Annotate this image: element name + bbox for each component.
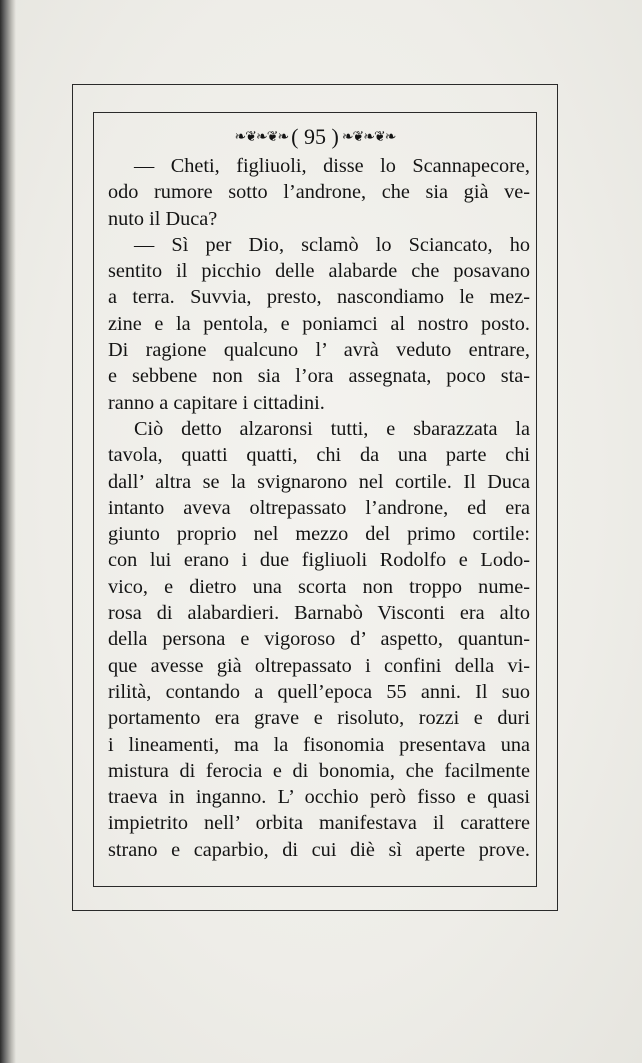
text-line: rilità, contando a quell’epoca 55 anni. Il suo xyxy=(108,680,530,703)
text-line: vico, e dietro una scorta non troppo nume- xyxy=(108,575,530,598)
text-line: odo rumore sotto l’androne, che sia già ve- xyxy=(108,181,530,204)
text-line: impietrito nell’ orbita manifestava il carattere xyxy=(108,812,530,835)
text-line: i lineamenti, ma la fisonomia presentava una xyxy=(108,733,530,756)
text-line: intanto aveva oltrepassato l’androne, ed era xyxy=(108,496,530,519)
text-line: — Sì per Dio, sclamò lo Sciancato, ho xyxy=(134,233,530,256)
ornament-left-icon: ❧❦❧❦❧ xyxy=(234,130,289,145)
text-line: zine e la pentola, e poniamci al nostro posto. xyxy=(108,312,530,335)
text-line: mistura di ferocia e di bonomia, che facilmente xyxy=(108,759,530,782)
text-line: tavola, quatti quatti, chi da una parte chi xyxy=(108,444,530,467)
text-line: nuto il Duca? xyxy=(108,207,218,230)
text-line: Ciò detto alzaronsi tutti, e sbarazzata la xyxy=(134,417,530,440)
text-line: e sebbene non sia l’ora assegnata, poco sta- xyxy=(108,365,530,388)
text-line: portamento era grave e risoluto, rozzi e duri xyxy=(108,707,530,730)
binding-edge xyxy=(0,0,16,1063)
text-line: della persona e vigoroso d’ aspetto, quantun- xyxy=(108,628,530,651)
text-line: dall’ altra se la svignarono nel cortile. Il Duca xyxy=(108,470,530,493)
text-line: a terra. Suvvia, presto, nascondiamo le mez- xyxy=(108,286,530,309)
text-line: rosa di alabardieri. Barnabò Visconti era alto xyxy=(108,602,530,625)
text-line: — Cheti, figliuoli, disse lo Scannapecore, xyxy=(134,155,530,177)
text-line: traeva in inganno. L’ occhio però fisso e quasi xyxy=(108,786,530,809)
text-line: sentito il picchio delle alabarde che posavano xyxy=(108,260,530,283)
body-text xyxy=(108,153,530,863)
page-number: ( 95 ) xyxy=(291,124,339,149)
text-line: que avesse già oltrepassato i confini della vi- xyxy=(108,654,530,677)
text-line: ranno a capitare i cittadini. xyxy=(108,391,325,414)
text-line: giunto proprio nel mezzo del primo cortile: xyxy=(108,523,530,546)
text-line: con lui erano i due figliuoli Rodolfo e Lodo- xyxy=(108,549,530,572)
ornament-right-icon: ❧❦❧❦❧ xyxy=(341,130,396,145)
text-line: Di ragione qualcuno l’ avrà veduto entrare, xyxy=(108,339,530,362)
text-line: strano e caparbio, di cui diè sì aperte prove. xyxy=(108,838,530,861)
page-header xyxy=(93,124,537,151)
